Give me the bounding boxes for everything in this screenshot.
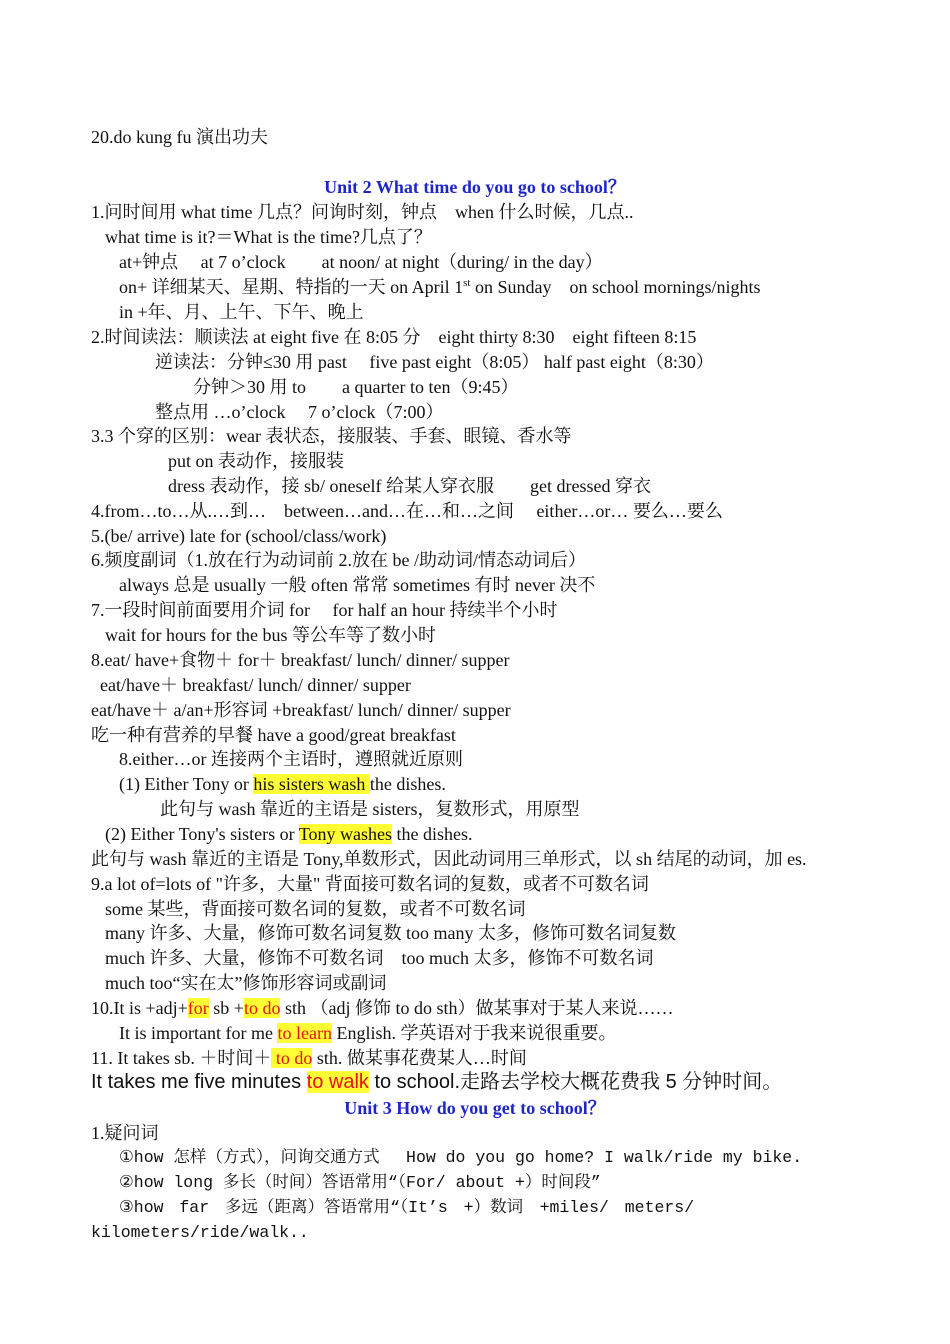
highlight-to-do: to do	[243, 998, 281, 1018]
item11-example-end: to school.走路去学校大概花费我 5 分钟时间。	[368, 1071, 783, 1093]
unit2-item1-in: in +年、月、上午、下午、晚上	[119, 302, 364, 322]
unit2-item8-either: 8.either…or 连接两个主语时，遵照就近原则	[119, 749, 463, 769]
example-1	[119, 773, 446, 795]
unit2-item1: 1.问时间用 what time 几点？问询时刻，钟点 when 什么时候，几点..	[91, 202, 634, 222]
unit2-item1-line2: what time is it?＝What is the time?几点了？	[105, 227, 432, 247]
unit3-heading: Unit 3 How do you get to school？	[344, 1098, 606, 1118]
unit2-heading: Unit 2 What time do you go to school？	[324, 177, 626, 197]
unit2-item5: 5.(be/ arrive) late for (school/class/work)	[91, 526, 387, 546]
unit2-item1-at: at+钟点 at 7 o’clock at noon/ at night（during/ in the day）	[119, 252, 603, 272]
example-2-start: (2) Either Tony's sisters or	[105, 824, 299, 844]
unit2-item9: 9.a lot of=lots of "许多，大量" 背面接可数名词的复数，或者不可数名词	[91, 874, 649, 894]
unit2-item10-example	[119, 1022, 616, 1044]
item10-end: sth （adj 修饰 to do sth）做某事对于某人来说……	[280, 998, 674, 1018]
unit2-item11	[91, 1047, 527, 1069]
unit2-item2-reverse: 逆读法：分钟≤30 用 past five past eight（8:05） half past eight（8:30）	[155, 352, 714, 372]
unit2-item7-example: wait for hours for the bus 等公车等了数小时	[105, 625, 436, 645]
on-text-rest: on Sunday on school mornings/nights	[470, 277, 761, 297]
example-1-end: the dishes.	[369, 774, 446, 794]
highlight-for: for	[187, 998, 209, 1018]
unit3-how-far-line2: kilometers/ride/walk..	[91, 1223, 309, 1242]
example-1-start: (1) Either Tony or	[119, 774, 254, 794]
superscript-st: st	[463, 277, 471, 289]
unit2-item6: 6.频度副词（1.放在行为动词前 2.放在 be /助动词/情态动词后）	[91, 550, 586, 570]
on-text: on+ 详细某天、星期、特指的一天 on April 1	[119, 277, 464, 297]
unit2-item9-some: some 某些，背面接可数名词的复数，或者不可数名词	[105, 899, 526, 919]
highlight-his-sisters-wash: his sisters wash	[253, 774, 370, 794]
item10-start: 10.It is +adj+	[91, 998, 188, 1018]
unit2-item4: 4.from…to…从.…到… between…and…在…和…之间 either…or… 要么…要么	[91, 501, 723, 521]
unit2-item8-line4: 吃一种有营养的早餐 have a good/great breakfast	[91, 725, 456, 745]
highlight-to-do-2: to do	[271, 1048, 313, 1068]
item11-example-start: It takes me five minutes	[91, 1071, 307, 1093]
item-20-kung-fu: 20.do kung fu 演出功夫	[91, 127, 268, 147]
unit2-item8-line2: eat/have＋ breakfast/ lunch/ dinner/ supper	[100, 675, 411, 695]
unit2-item2: 2.时间读法：顺读法 at eight five 在 8:05 分 eight thirty 8:30 eight fifteen 8:15	[91, 327, 697, 347]
highlight-to-walk: to walk	[306, 1071, 369, 1093]
example-2	[105, 823, 473, 845]
item11-end: sth. 做某事花费某人…时间	[312, 1048, 527, 1068]
unit3-how-long: ②how long 多长（时间）答语常用“（For/ about +）时间段”	[119, 1173, 601, 1192]
unit2-item3-dress: dress 表动作，接 sb/ oneself 给某人穿衣服 get dressed 穿衣	[168, 476, 651, 496]
highlight-to-learn: to learn	[277, 1023, 332, 1043]
unit2-item3: 3.3 个穿的区别：wear 表状态，接服装、手套、眼镜、香水等	[91, 426, 572, 446]
highlight-tony-washes: Tony washes	[298, 824, 393, 844]
unit3-item1: 1.疑问词	[91, 1123, 159, 1143]
example-2-end: the dishes.	[392, 824, 473, 844]
unit2-item2-to: 分钟＞30 用 to a quarter to ten（9:45）	[193, 377, 519, 397]
unit2-item11-example	[91, 1069, 782, 1095]
unit2-item8: 8.eat/ have+食物＋ for＋ breakfast/ lunch/ dinner/ supper	[91, 650, 510, 670]
unit2-item9-much: much 许多、大量，修饰不可数名词 too much 太多，修饰不可数名词	[105, 948, 654, 968]
item10-example-start: It is important for me	[119, 1023, 278, 1043]
unit3-how: ①how 怎样（方式），问询交通方式 How do you go home? I walk/ride my bike.	[119, 1148, 803, 1167]
unit2-item9-muchtoo: much too“实在太”修饰形容词或副词	[105, 973, 387, 993]
item10-sb: sb +	[208, 998, 244, 1018]
unit2-item10	[91, 997, 673, 1019]
unit2-item1-on	[119, 276, 761, 298]
unit3-how-far: ③how far 多远（距离）答语常用“（It’s +）数词 +miles/ meters/	[119, 1198, 695, 1217]
unit2-item2-oclock: 整点用 …o’clock 7 o’clock（7:00）	[155, 402, 444, 422]
example-1-note: 此句与 wash 靠近的主语是 sisters，复数形式，用原型	[160, 799, 580, 819]
unit2-item8-line3: eat/have＋ a/an+形容词 +breakfast/ lunch/ dinner/ supper	[91, 700, 511, 720]
unit2-item6-adverbs: always 总是 usually 一般 often 常常 sometimes 有时 never 决不	[119, 575, 596, 595]
item10-example-end: English. 学英语对于我来说很重要。	[331, 1023, 617, 1043]
unit2-item9-many: many 许多、大量，修饰可数名词复数 too many 太多，修饰可数名词复数	[105, 923, 676, 943]
example-2-note: 此句与 wash 靠近的主语是 Tony,单数形式，因此动词用三单形式，以 sh 结尾的动词，加 es.	[91, 849, 807, 869]
item11-start: 11. It takes sb. ＋时间＋	[91, 1048, 272, 1068]
unit2-item7: 7.一段时间前面要用介词 for for half an hour 持续半个小时	[91, 600, 558, 620]
unit2-item3-puton: put on 表动作，接服装	[168, 451, 345, 471]
